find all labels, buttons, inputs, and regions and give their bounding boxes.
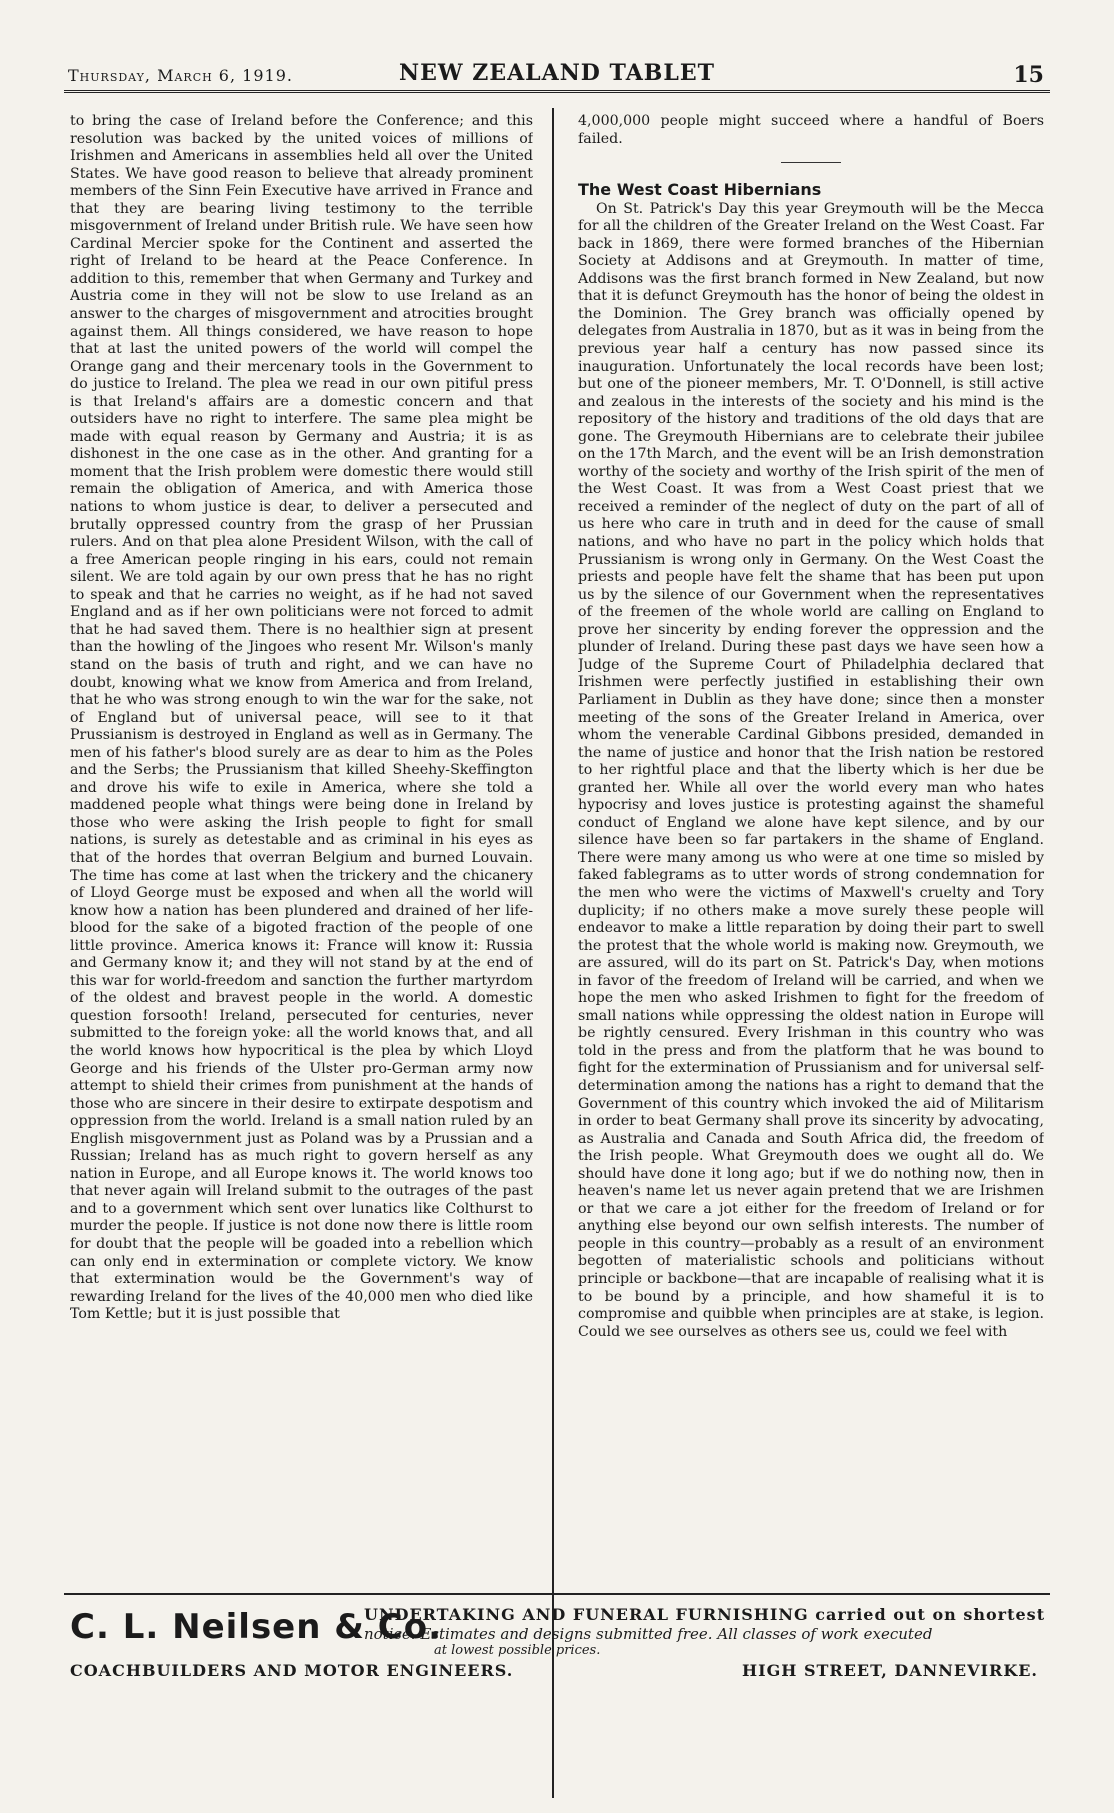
masthead xyxy=(64,60,1050,93)
left-column xyxy=(70,113,533,1813)
advertisement-banner xyxy=(64,1593,1050,1687)
page-number: 15 xyxy=(1013,62,1044,88)
section-separator xyxy=(781,162,841,163)
article-body: On St. Patrick's Day this year Greymouth will be the Mecca for all the children of the Greater Ireland on the West Coast. Far back in 1869, there were formed branches of the Hibernian Society at Addisons and at Greymouth. In matter of time, Addisons was the first branch formed in New Zealand, but now that it is defunct Greymouth has the honor of being the oldest in the Dominion. The Grey branch was officially opened by delegates from Australia in 1870, but as it was in being from the previous year half a century has now passed since its inauguration. Unfortunately the local records have been lost; but one of the pioneer members, Mr. T. O'Donnell, is still active and zealous in the interests of the society and his mind is the repository of the history and traditions of the old days that are gone. The Greymouth Hibernians are to celebrate their jubilee on the 17th March, and the event will be an Irish demonstration worthy of the society and worthy of the Irish spirit of the men of the West Coast. It was from a West Coast priest that we received a reminder of the neglect of duty on the part of all of us here who care in truth and in deed for the cause of small nations, and who have no part in the policy which holds that Prussianism is wrong only in Germany. On the West Coast the priests and people have felt the shame that has been put upon us by the silence of our Government when the representatives of the freemen of the whole world are calling on England to prove her sincerity by ending forever the oppression and the plunder of Ireland. During these past days we have seen how a Judge of the Supreme Court of Philadelphia declared that Irishmen were perfectly justified in establishing their own Parliament in Dublin as they have done; since then a monster meeting of the sons of the Greater Ireland in America, over whom the venerable Cardinal Gibbons presided, demanded in the name of justice and honor that the Irish nation be restored to her rightful place and that the liberty which is her due be granted her. While all over the world every man who hates hypocrisy and loves justice is protesting against the shameful conduct of England we alone have kept silence, and by our silence have been so far partakers in the shame of England. There were many among us who were at one time so misled by faked fablegrams as to utter words of strong condemnation for the men who were the victims of Maxwell's cruelty and Tory duplicity; if no others make a move surely these people will endeavor to make a little reparation by doing their part to swell the protest that the whole world is making now. Greymouth, we are assured, will do its part on St. Patrick's Day, when motions in favor of the freedom of Ireland will be carried, and when we hope the men who asked Irishmen to fight for the freedom of small nations while oppressing the oldest nation in Europe will be rightly censured. Every Irishman in this country who was told in the press and from the platform that he was bound to fight for the extermination of Prussianism and for universal self-determination among the nations has a right to demand that the Government of this country which invoked the aid of Militarism in order to beat Germany shall prove its sincerity by advocating, as Australia and Canada and South Africa did, the freedom of the Irish people. What Greymouth does we ought all do. We should have done it long ago; but if we do nothing now, then in heaven's name let us never again pretend that we are Irishmen or that we care a jot either for the freedom of Ireland or for anything else beyond our own selfish interests. The number of people in this country—probably as a result of an environment begotten of materialistic schools and politicians without principle or backbone—that are incapable of realising what it is to be bound by a principle, and how shameful it is to compromise and quibble when principles are at stake, is legion. Could we see ourselves as others see us, could we feel with xyxy=(578,200,1044,1340)
ad-service-line: notice. Estimates and designs submitted free. All classes of work executed xyxy=(364,1625,933,1643)
right-column xyxy=(578,113,1044,1813)
section-heading: The West Coast Hibernians xyxy=(578,180,822,200)
left-column-text: to bring the case of Ireland before the Conference; and this resolution was backed by the united voices of millions of Irishmen and Americans in assemblies held all over the United States. We have good reason to believe that already prominent members of the Sinn Fein Executive have arrived in France and that they are bearing living testimony to the terrible misgovernment of Ireland under British rule. We have seen how Cardinal Mercier spoke for the Continent and asserted the right of Ireland to be heard at the Peace Conference. In addition to this, remember that when Germany and Turkey and Austria come in they will not be slow to use Ireland as an answer to the charges of misgovernment and atrocities brought against them. All things considered, we have reason to hope that at last the united powers of the world will compel the Orange gang and their mercenary tools in the Government to do justice to Ireland. The plea we read in our own pitiful press is that Ireland's affairs are a domestic concern and that outsiders have no right to interfere. The same plea might be made with equal reason by Germany and Austria; it is as dishonest in the one case as in the other. And granting for a moment that the Irish problem were domestic there would still remain the obligation of America, and with America those nations to whom justice is dear, to deliver a persecuted and brutally oppressed country from the grasp of her Prussian rulers. And on that plea alone President Wilson, with the call of a free American people ringing in his ears, could not remain silent. We are told again by our own press that he has no right to speak and that he carries no weight, as if he had not saved England and as if her own politicians were not forced to admit that he had saved them. There is no healthier sign at present than the howling of the Jingoes who resent Mr. Wilson's manly stand on the basis of truth and right, and we can have no doubt, knowing what we know from America and from Ireland, that he who was strong enough to win the war for the sake, not of England but of universal peace, will see to it that Prussianism is destroyed in England as well as in Germany. The men of his father's blood surely are as dear to him as the Poles and the Serbs; the Prussianism that killed Sheehy-Skeffington and drove his wife to exile in America, where she told a maddened people what things were being done in Ireland by those who were asking the Irish people to fight for small nations, is surely as detestable and as criminal in his eyes as that of the hordes that overran Belgium and burned Louvain. The time has come at last when the trickery and the chicanery of Lloyd George must be exposed and when all the world will know how a nation has been plundered and drained of her life-blood for the sake of a bigoted fraction of the people of one little province. America knows it: France will know it: Russia and Germany know it; and they will not stand by at the end of this war for world-freedom and sanction the further martyrdom of the oldest and bravest people in the world. A domestic question forsooth! Ireland, persecuted for centuries, never submitted to the foreign yoke: all the world knows that, and all the world knows how hypocritical is the plea by which Lloyd George and his friends of the Ulster pro-German army now attempt to shield their crimes from punishment at the hands of those who are sincere in their desire to extirpate despotism and oppression from the world. Ireland is a small nation ruled by an English misgovernment just as Poland was by a Prussian and a Russian; Ireland has as much right to govern herself as any nation in Europe, and all Europe knows it. The world knows too that never again will Ireland submit to the outrages of the past and to a government which sent over lunatics like Colthurst to murder the people. If justice is not done now there is little room for doubt that the people will be goaded into a rebellion which can only end in extermination or complete victory. We know that extermination would be the Government's way of rewarding Ireland for the lives of the 40,000 men who died like Tom Kettle; but it is just possible that xyxy=(70,113,533,1323)
ad-trade-line: COACHBUILDERS AND MOTOR ENGINEERS. xyxy=(70,1661,514,1680)
column-divider xyxy=(552,108,554,1798)
issue-date: Thursday, March 6, 1919. xyxy=(68,66,293,85)
newspaper-title: NEW ZEALAND TABLET xyxy=(399,60,715,86)
ad-service-line: at lowest possible prices. xyxy=(434,1643,601,1658)
ad-address: HIGH STREET, DANNEVIRKE. xyxy=(742,1661,1038,1680)
advertiser-name: C. L. Neilsen & Co. xyxy=(70,1607,442,1647)
ad-service-line: UNDERTAKING AND FUNERAL FURNISHING carried out on shortest xyxy=(364,1605,1046,1624)
continued-text: 4,000,000 people might succeed where a handful of Boers failed. xyxy=(578,113,1044,147)
